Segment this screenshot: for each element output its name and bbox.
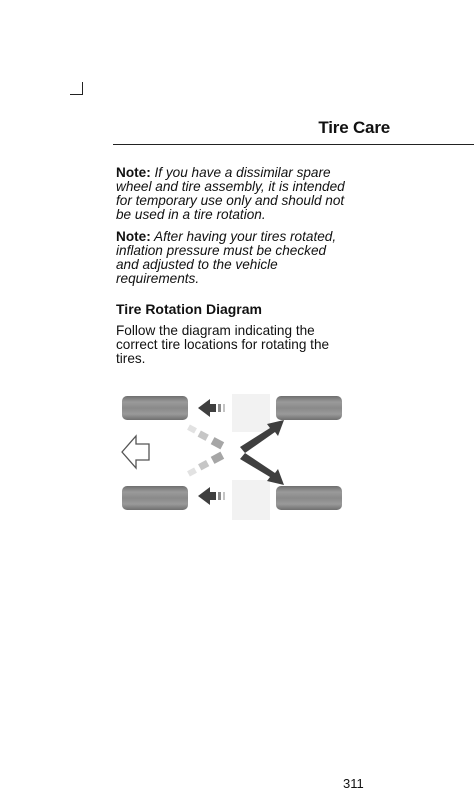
backing-panel	[232, 480, 270, 520]
note-text: After having your tires rotated, inflation pressure must be checked and adjusted to the vehicle requirements.	[116, 229, 337, 286]
tire-icon	[276, 396, 342, 420]
crop-mark	[70, 82, 83, 95]
section-heading: Tire Rotation Diagram	[116, 301, 262, 317]
rear-to-front-arrow-icon	[198, 399, 225, 417]
backing-panel	[232, 394, 270, 432]
note-text: If you have a dissimilar spare wheel and tire assembly, it is intended for temporary use only and should not be used in a tire rotation.	[116, 165, 345, 222]
forward-arrow-icon	[122, 436, 149, 468]
note-label: Note:	[116, 229, 151, 244]
section-title: Tire Care	[318, 118, 390, 137]
note-spare-tire	[116, 166, 348, 222]
note-inflation	[116, 230, 348, 286]
tire-icon	[122, 396, 188, 420]
header-rule	[113, 144, 474, 145]
page-number: 311	[343, 776, 364, 791]
note-label: Note:	[116, 165, 151, 180]
tire-rotation-diagram	[118, 390, 348, 522]
page-content	[116, 166, 348, 374]
tire-icon	[122, 486, 188, 510]
tire-icon	[276, 486, 342, 510]
rear-to-front-arrow-icon	[198, 487, 225, 505]
section-body: Follow the diagram indicating the correct tire locations for rotating the tires.	[116, 323, 330, 366]
